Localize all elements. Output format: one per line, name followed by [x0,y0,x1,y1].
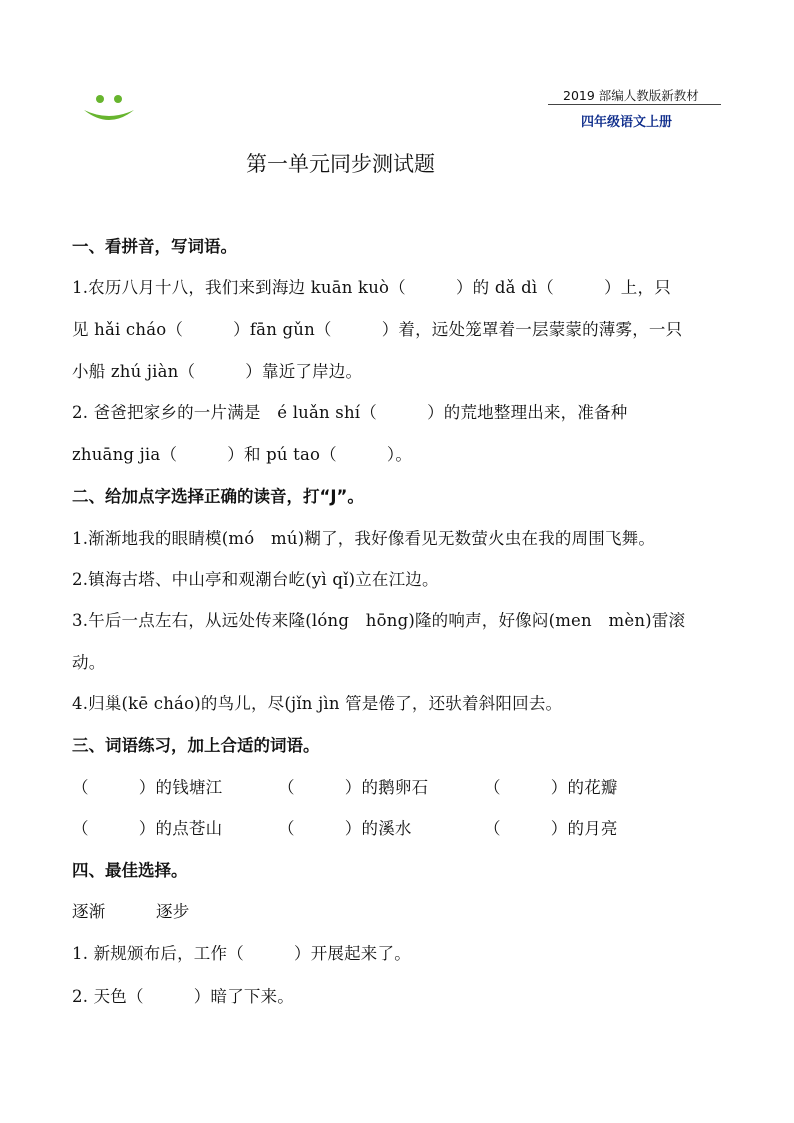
fill-blank-item: （ ）的月亮 [484,819,618,838]
question-line: 4.归巢(kē cháo)的鸟儿，尽(jǐn jìn 管是倦了，还驮着斜阳回去。 [72,694,563,713]
section-heading-words: 三、词语练习，加上合适的词语。 [72,736,320,755]
smiley-logo-icon [80,88,138,128]
section-heading-pronunciation: 二、给加点字选择正确的读音，打“J”。 [72,487,364,506]
question-line: 见 hǎi cháo（ ）fān gǔn（ ）着，远处笼罩着一层蒙蒙的薄雾，一只 [72,320,683,339]
fill-blank-item: （ ）的花瓣 [484,778,618,797]
question-line: 1.渐渐地我的眼睛模(mó mú)糊了，我好像看见无数萤火虫在我的周围飞舞。 [72,529,656,548]
fill-blank-item: （ ）的点苍山 [72,819,223,838]
fill-blank-item: （ ）的鹅卵石 [278,778,429,797]
grade-label: 四年级语文上册 [581,115,673,130]
question-line: 2.镇海古塔、中山亭和观潮台屹(yì qǐ)立在江边。 [72,570,439,589]
question-line: 3.午后一点左右，从远处传来隆(lóng hōng)隆的响声，好像闷(men mèn)雷滚 [72,611,686,630]
fill-blank-item: （ ）的溪水 [278,819,412,838]
page-title: 第一单元同步测试题 [246,152,435,176]
question-line: 2. 天色（ ）暗了下来。 [72,987,294,1006]
section-heading-pinyin: 一、看拼音，写词语。 [72,237,237,256]
question-line: zhuāng jia（ ）和 pú tao（ ）。 [72,445,413,464]
choice-word: 逐渐 [72,902,106,921]
publisher-label: 2019 部编人教版新教材 [563,88,699,103]
question-line: 2. 爸爸把家乡的一片满是 é luǎn shí（ ）的荒地整理出来，准备种 [72,403,628,422]
question-line: 1. 新规颁布后，工作（ ）开展起来了。 [72,944,411,963]
section-heading-choice: 四、最佳选择。 [72,861,188,880]
question-line: 动。 [72,653,106,672]
fill-blank-item: （ ）的钱塘江 [72,778,223,797]
header-divider [548,104,721,105]
question-line: 小船 zhú jiàn（ ）靠近了岸边。 [72,362,363,381]
choice-word: 逐步 [156,902,190,921]
question-line: 1.农历八月十八，我们来到海边 kuān kuò（ ）的 dǎ dì（ ）上，只 [72,278,671,297]
